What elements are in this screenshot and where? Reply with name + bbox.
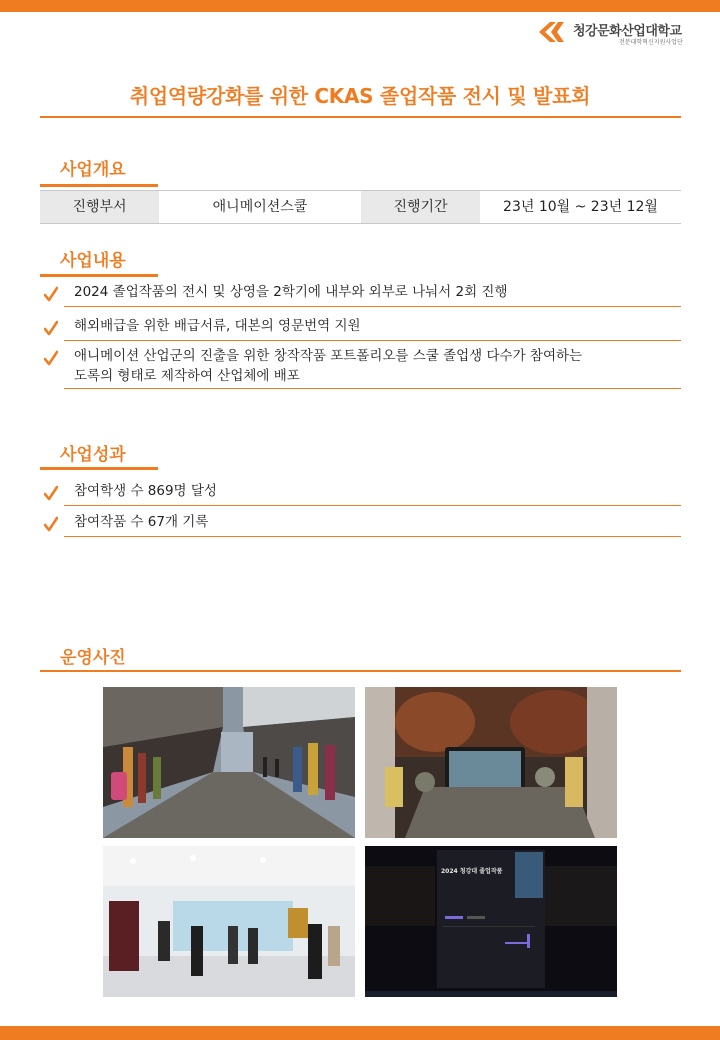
list-item — [44, 282, 680, 308]
screen-title: 2024 청강대 졸업작품 — [441, 868, 503, 875]
list-item — [44, 481, 680, 507]
logo-ck-icon — [533, 20, 571, 44]
list-item-text: 2024 졸업작품의 전시 및 상영을 2학기에 내부와 외부로 나눠서 2회 진행 — [74, 284, 508, 300]
list-item-text: 해외배급을 위한 배급서류, 대본의 영문번역 지원 — [74, 318, 361, 334]
list-item-divider — [64, 536, 681, 537]
university-logo — [533, 18, 693, 48]
overview-heading-underline — [40, 184, 158, 187]
list-item-divider — [64, 388, 681, 389]
list-item-text: 참여작품 수 67개 기록 — [74, 514, 209, 530]
photos-heading: 운영사진 — [60, 648, 126, 668]
overview-table — [40, 190, 681, 224]
dept-label: 진행부서 — [40, 191, 159, 223]
top-accent-bar — [0, 0, 720, 12]
title-divider — [40, 116, 681, 118]
photos-heading-underline — [40, 670, 681, 672]
check-icon — [44, 485, 58, 501]
list-item — [44, 512, 680, 538]
logo-subtitle: 전문대학혁신지원사업단 — [619, 39, 683, 46]
overview-heading: 사업개요 — [60, 160, 126, 180]
results-heading-underline — [40, 467, 158, 470]
list-item-divider — [64, 306, 681, 307]
logo-name: 청강문화산업대학교 — [573, 24, 682, 39]
period-label: 진행기간 — [361, 191, 480, 223]
dept-value: 애니메이션스쿨 — [212, 199, 308, 215]
list-item — [44, 346, 680, 390]
photo-indoor-gallery — [103, 846, 355, 997]
list-item-divider — [64, 340, 681, 341]
photo-online-exhibition-screen — [365, 846, 617, 997]
bottom-accent-bar — [0, 1026, 720, 1040]
check-icon — [44, 286, 58, 302]
page-title: 취업역량강화를 위한 CKAS 졸업작품 전시 및 발표회 — [129, 84, 591, 108]
list-item-divider — [64, 505, 681, 506]
photo-diorama-display — [365, 687, 617, 838]
content-heading: 사업내용 — [60, 251, 126, 271]
period-value: 23년 10월 ~ 23년 12월 — [503, 199, 658, 215]
photo-outdoor-exhibition — [103, 687, 355, 838]
list-item — [44, 316, 680, 342]
check-icon — [44, 320, 58, 336]
check-icon — [44, 516, 58, 532]
results-heading: 사업성과 — [60, 445, 126, 465]
check-icon — [44, 350, 58, 366]
list-item-text: 참여학생 수 869명 달성 — [74, 483, 217, 499]
list-item-text: 애니메이션 산업군의 진출을 위한 창작작품 포트폴리오를 스쿨 졸업생 다수가 참여하는 도록의 형태로 제작하여 산업체에 배포 — [74, 348, 583, 384]
content-heading-underline — [40, 274, 158, 277]
